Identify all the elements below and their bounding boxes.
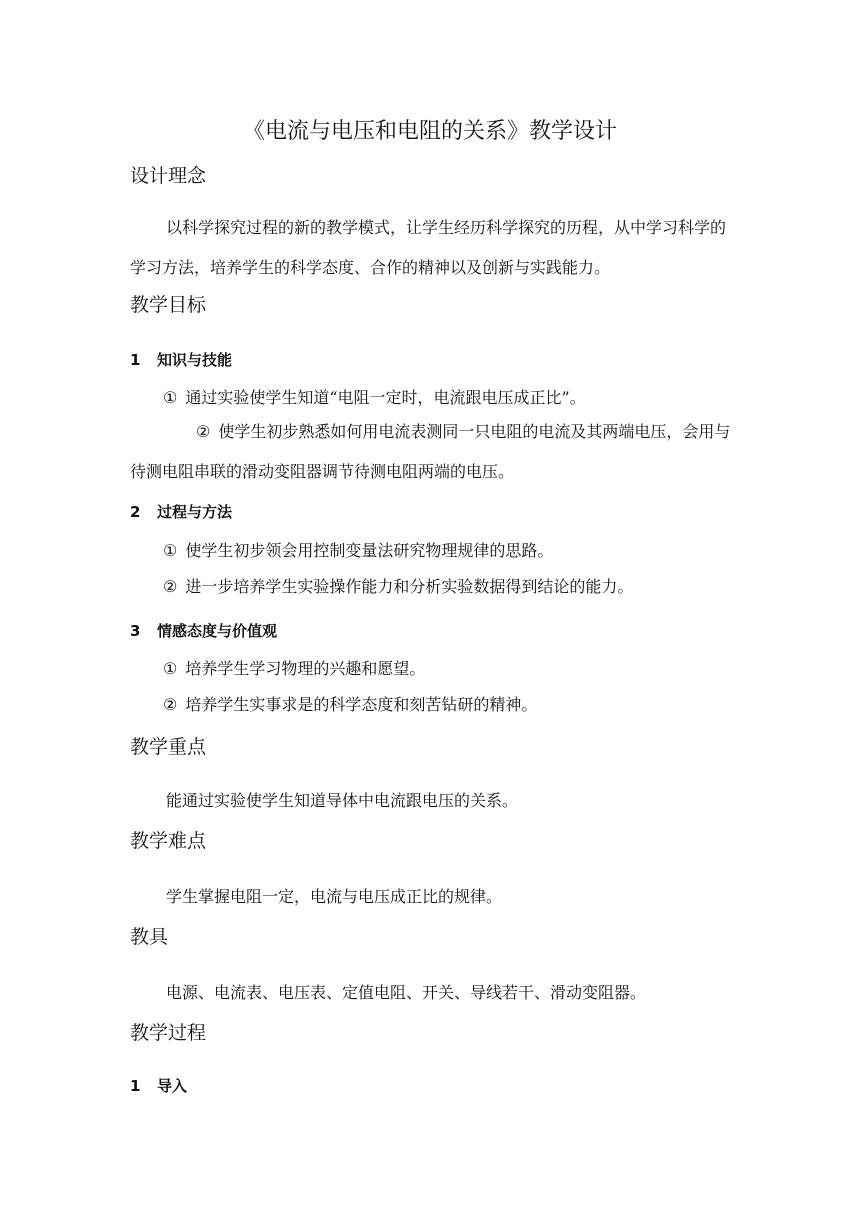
subheading-number: 1: [130, 351, 141, 369]
subheading-label: 导入: [157, 1077, 188, 1095]
difficulty-text: 学生掌握电阻一定，电流与电压成正比的规律。: [166, 887, 503, 906]
item-text: 使学生初步领会用控制变量法研究物理规律的思路。: [185, 541, 554, 560]
tools-text: 电源、电流表、电压表、定值电阻、开关、导线若干、滑动变阻器。: [166, 983, 647, 1002]
list-item: [163, 656, 425, 679]
item-marker: ①: [163, 659, 178, 678]
heading-teaching-tools: 教具: [130, 926, 169, 948]
concept-paragraph: [130, 208, 740, 288]
keypoint-text: 能通过实验使学生知道导体中电流跟电压的关系。: [166, 791, 519, 810]
item-marker: ①: [163, 388, 178, 407]
item-marker: ②: [196, 422, 211, 441]
item-marker: ②: [163, 577, 178, 596]
item-marker: ②: [163, 695, 178, 714]
concept-text: 以科学探究过程的新的教学模式，让学生经历科学探究的历程，从中学习科学的学习方法，培养学生的科学态度、合作的精神以及创新与实践能力。: [130, 218, 727, 277]
subheading-number: 2: [130, 503, 141, 521]
heading-teaching-keypoint: 教学重点: [130, 736, 207, 758]
item-text: 培养学生实事求是的科学态度和刻苦钻研的精神。: [185, 695, 538, 714]
subheading-label: 过程与方法: [157, 503, 233, 521]
subheading-number: 3: [130, 622, 141, 640]
subheading-knowledge-skills: [130, 349, 232, 370]
subheading-number: 1: [130, 1077, 141, 1095]
item-text: 通过实验使学生知道“电阻一定时，电流跟电压成正比”。: [185, 388, 586, 407]
list-item: [163, 538, 553, 561]
subheading-process-method: [130, 501, 232, 522]
subheading-label: 情感态度与价值观: [157, 622, 278, 640]
item-text: 进一步培养学生实验操作能力和分析实验数据得到结论的能力。: [185, 577, 634, 596]
item-marker: ①: [163, 541, 178, 560]
subheading-introduction: [130, 1075, 187, 1096]
list-item: [163, 385, 586, 408]
heading-teaching-goals: 教学目标: [130, 294, 207, 316]
subheading-attitude-values: [130, 620, 277, 641]
list-item: [163, 574, 633, 597]
document-title: 《电流与电压和电阻的关系》教学设计: [242, 119, 617, 144]
list-item: [130, 412, 742, 492]
heading-teaching-process: 教学过程: [130, 1022, 207, 1044]
item-text: 使学生初步熟悉如何用电流表测同一只电阻的电流及其两端电压，会用与待测电阻串联的滑动变阻器调节待测电阻两端的电压。: [130, 422, 731, 481]
heading-design-concept: 设计理念: [130, 165, 207, 187]
list-item: [163, 692, 537, 715]
item-text: 培养学生学习物理的兴趣和愿望。: [185, 659, 426, 678]
heading-teaching-difficulty: 教学难点: [130, 830, 207, 852]
subheading-label: 知识与技能: [157, 351, 233, 369]
